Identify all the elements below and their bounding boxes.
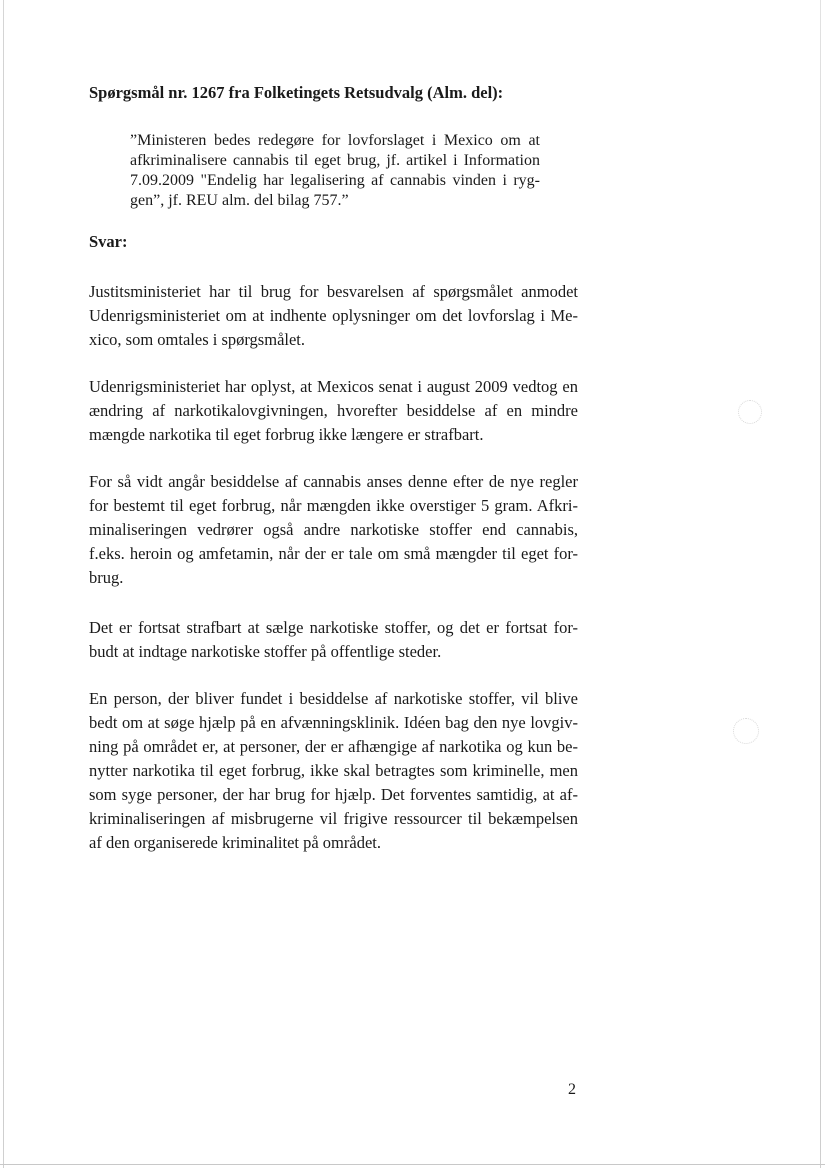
quote-line: ”Ministeren bedes redegøre for lovforslaget i Mexico om at bbox=[130, 132, 540, 149]
quote-line: afkriminalisere cannabis til eget brug, jf. artikel i Information bbox=[130, 152, 540, 169]
paragraph-line: mængde narkotika til eget forbrug ikke længere er strafbart. bbox=[89, 425, 484, 444]
paragraph-line: Udenrigsministeriet har oplyst, at Mexicos senat i august 2009 vedtog en bbox=[89, 377, 578, 396]
paragraph-line: f.eks. heroin og amfetamin, når der er tale om små mængder til eget for- bbox=[89, 544, 578, 563]
quote-line: 7.09.2009 "Endelig har legalisering af cannabis vinden i ryg- bbox=[130, 172, 540, 189]
paragraph-line: som syge personer, der har brug for hjælp. Det forventes samtidig, at af- bbox=[89, 785, 578, 804]
quote-line: gen”, jf. REU alm. del bilag 757.” bbox=[130, 192, 349, 209]
answer-paragraph bbox=[89, 375, 578, 447]
scan-edge-left bbox=[3, 0, 4, 1168]
answer-paragraph bbox=[89, 687, 578, 855]
paragraph-line: En person, der bliver fundet i besiddelse af narkotiske stoffer, vil blive bbox=[89, 689, 578, 708]
paragraph-line: xico, som omtales i spørgsmålet. bbox=[89, 330, 306, 349]
answer-paragraph bbox=[89, 280, 578, 352]
scan-edge-bottom bbox=[0, 1164, 825, 1165]
question-quote bbox=[130, 131, 540, 211]
paragraph-line: budt at indtage narkotiske stoffer på offentlige steder. bbox=[89, 642, 442, 661]
paragraph-line: ning på området er, at personer, der er afhængige af narkotika og kun be- bbox=[89, 737, 578, 756]
paragraph-line: kriminaliseringen af misbrugerne vil frigive ressourcer til bekæmpelsen bbox=[89, 809, 578, 828]
answer-paragraph bbox=[89, 616, 578, 664]
paragraph-line: for bestemt til eget forbrug, når mængden ikke overstiger 5 gram. Afkri- bbox=[89, 496, 578, 515]
paragraph-line: brug. bbox=[89, 568, 124, 587]
paragraph-line: Udenrigsministeriet om at indhente oplysninger om det lovforslag i Me- bbox=[89, 306, 578, 325]
paragraph-line: ændring af narkotikalovgivningen, hvorefter besiddelse af en mindre bbox=[89, 401, 578, 420]
scan-artifact bbox=[738, 400, 762, 424]
question-heading: Spørgsmål nr. 1267 fra Folketingets Retsudvalg (Alm. del): bbox=[89, 83, 504, 102]
paragraph-line: af den organiserede kriminalitet på området. bbox=[89, 833, 381, 852]
paragraph-line: nytter narkotika til eget forbrug, ikke skal betragtes som kriminelle, men bbox=[89, 761, 578, 780]
paragraph-line: bedt om at søge hjælp på en afvænningsklinik. Idéen bag den nye lovgiv- bbox=[89, 713, 578, 732]
scan-edge-right bbox=[820, 0, 821, 1168]
paragraph-line: For så vidt angår besiddelse af cannabis anses denne efter de nye regler bbox=[89, 472, 578, 491]
page-number: 2 bbox=[568, 1081, 576, 1098]
paragraph-line: Justitsministeriet har til brug for besvarelsen af spørgsmålet anmodet bbox=[89, 282, 578, 301]
answer-paragraph bbox=[89, 470, 578, 590]
answer-label: Svar: bbox=[89, 232, 128, 251]
paragraph-line: Det er fortsat strafbart at sælge narkotiske stoffer, og det er fortsat for- bbox=[89, 618, 578, 637]
paragraph-line: minaliseringen vedrører også andre narkotiske stoffer end cannabis, bbox=[89, 520, 578, 539]
scan-artifact bbox=[733, 718, 759, 744]
